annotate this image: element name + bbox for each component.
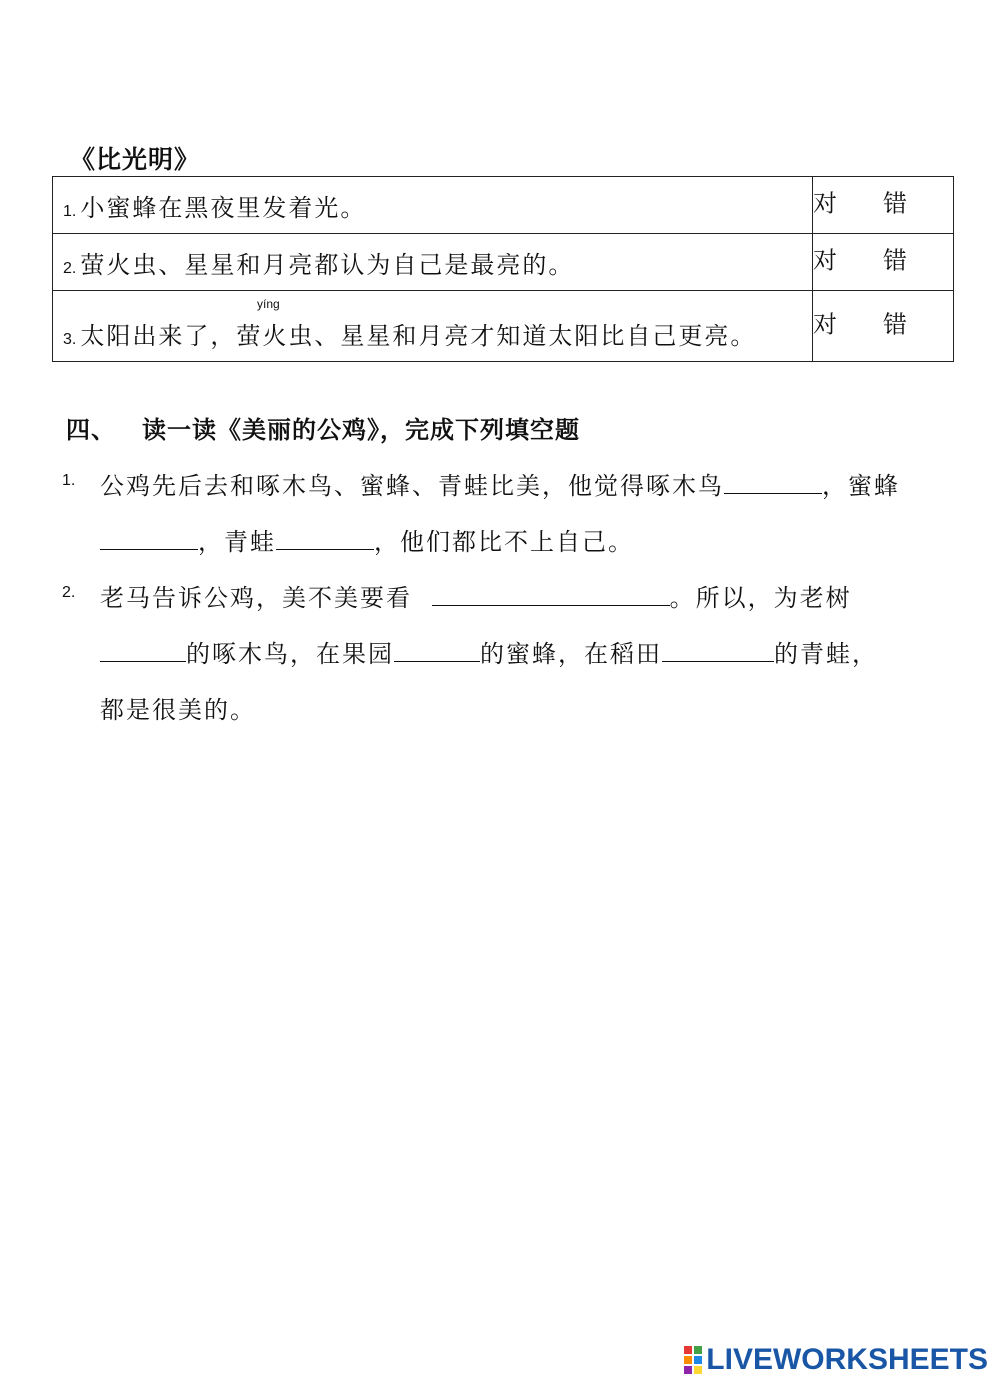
choices-3 (813, 291, 954, 362)
question-text: ，青蛙 (198, 528, 276, 556)
statement-number: 1. (63, 202, 77, 220)
part-four-heading (66, 410, 580, 445)
question-text: 的蜜蜂，在稻田 (480, 640, 662, 668)
question-line (100, 522, 634, 557)
question-text: ，他们都比不上自己。 (374, 528, 634, 556)
question-number: 2. (62, 584, 76, 601)
statement-2 (53, 234, 813, 291)
liveworksheets-logo (684, 1343, 988, 1377)
question-text: ，蜜蜂 (822, 472, 900, 500)
statement-number: 3. (63, 330, 77, 348)
question-text: 老马告诉公鸡，美不美要看 (100, 584, 422, 612)
question-number: 1. (62, 472, 76, 489)
true-option[interactable]: 对 (813, 246, 837, 275)
logo-mark-icon (684, 1346, 702, 1374)
statement-3 (53, 291, 813, 362)
question-text: 的青蛙， (774, 640, 878, 668)
statement-text: 小蜜蜂在黑夜里发着光。 (80, 193, 367, 222)
answer-blank[interactable] (432, 583, 670, 606)
statement-number: 2. (63, 259, 77, 277)
table-row (53, 291, 954, 362)
answer-blank[interactable] (394, 639, 480, 662)
answer-blank[interactable] (662, 639, 774, 662)
statement-text: 萤火虫、星星和月亮都认为自己是最亮的。 (80, 250, 575, 279)
statement-text: 太阳出来了，萤火虫、星星和月亮才知道太阳比自己更亮。 (80, 321, 757, 350)
part-title: 读一读《美丽的公鸡》，完成下列填空题 (142, 415, 580, 444)
section-title: 《比光明》 (70, 145, 201, 174)
logo-text: LIVEWORKSHEETS (706, 1343, 988, 1376)
false-option[interactable]: 错 (883, 310, 907, 339)
answer-blank[interactable] (100, 639, 186, 662)
question-text: 公鸡先后去和啄木鸟、蜜蜂、青蛙比美，他觉得啄木鸟 (100, 472, 724, 500)
false-option[interactable]: 错 (883, 189, 907, 218)
answer-blank[interactable] (100, 527, 198, 550)
false-option[interactable]: 错 (883, 246, 907, 275)
part-label: 四、 (66, 415, 116, 444)
table-row (53, 177, 954, 234)
true-false-table (52, 176, 954, 362)
question-line (100, 578, 852, 613)
choices-1 (813, 177, 954, 234)
question-line (100, 634, 878, 669)
question-text: 。所以，为老树 (669, 584, 852, 612)
question-line (100, 690, 256, 725)
true-option[interactable]: 对 (813, 310, 837, 339)
table-row (53, 234, 954, 291)
question-text: 的啄木鸟，在果园 (186, 640, 394, 668)
answer-blank[interactable] (276, 527, 374, 550)
question-text: 都是很美的。 (100, 696, 256, 724)
pinyin-annotation: yíng (257, 297, 280, 311)
true-option[interactable]: 对 (813, 189, 837, 218)
statement-1 (53, 177, 813, 234)
choices-2 (813, 234, 954, 291)
answer-blank[interactable] (724, 471, 822, 494)
question-line (100, 466, 900, 501)
